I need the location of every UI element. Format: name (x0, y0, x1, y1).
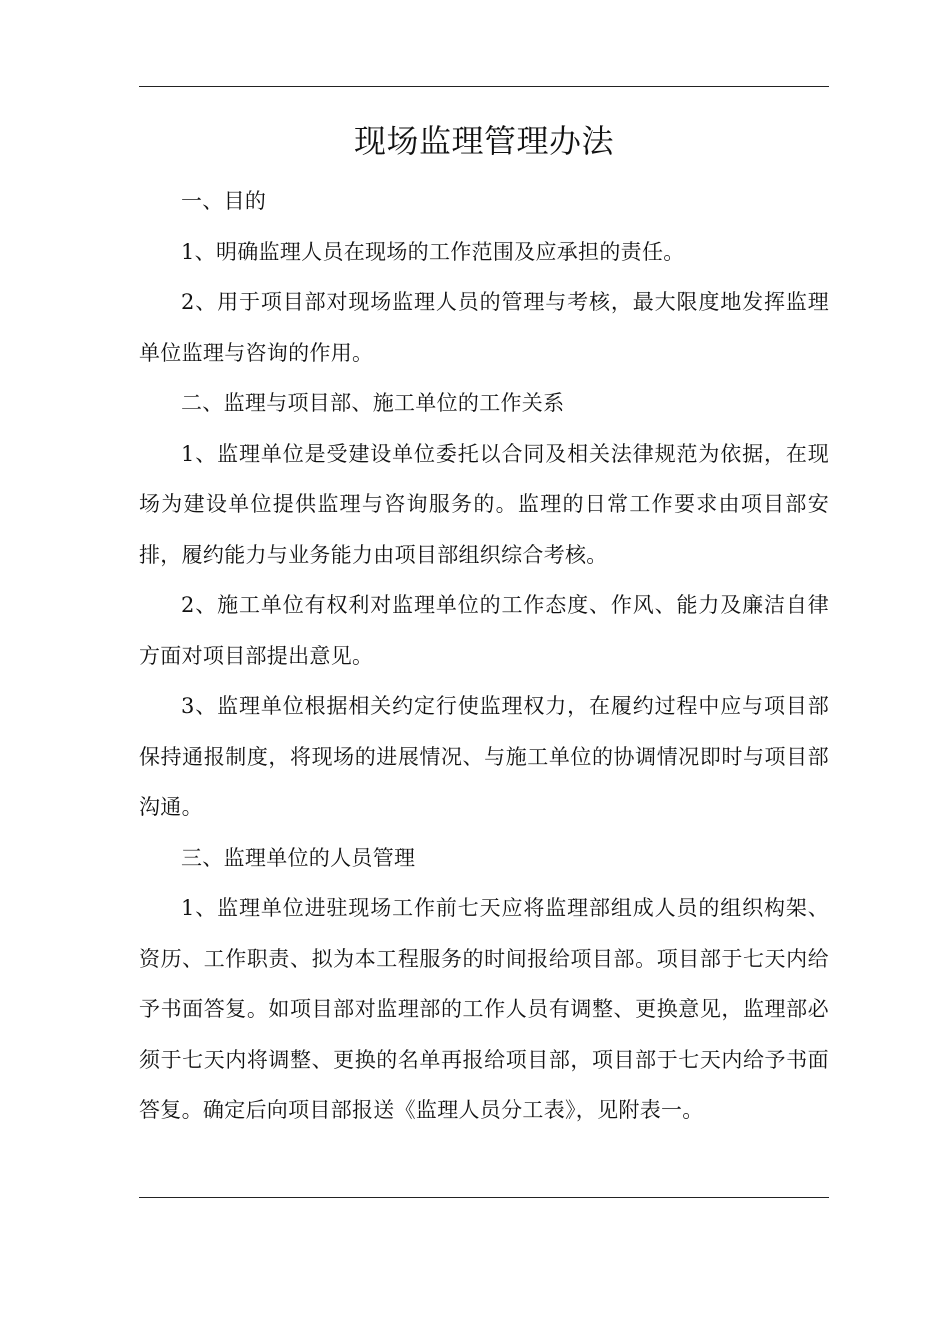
paragraph: 3、监理单位根据相关约定行使监理权力，在履约过程中应与项目部保持通报制度，将现场的进展情况、与施工单位的协调情况即时与项目部沟通。 (139, 694, 829, 819)
document-title: 现场监理管理办法 (353, 122, 614, 160)
paragraph: 1、监理单位进驻现场工作前七天应将监理部组成人员的组织构架、资历、工作职责、拟为本工程服务的时间报给项目部。项目部于七天内给予书面答复。如项目部对监理部的工作人员有调整、更换意见，监理部必须于七天内将调整、更换的名单再报给项目部，项目部于七天内给予书面答复。确定后向项目部报送《监理人员分工表》，见附表一。 (139, 896, 829, 1122)
section-heading-purpose: 一、目的 (181, 189, 267, 213)
paragraph: 1、明确监理人员在现场的工作范围及应承担的责任。 (181, 239, 685, 264)
paragraph: 1、监理单位是受建设单位委托以合同及相关法律规范为依据，在现场为建设单位提供监理与咨询服务的。监理的日常工作要求由项目部安排，履约能力与业务能力由项目部组织综合考核。 (139, 441, 829, 567)
paragraph: 2、用于项目部对现场监理人员的管理与考核，最大限度地发挥监理单位监理与咨询的作用。 (139, 290, 829, 365)
footer-rule (139, 1197, 829, 1198)
section-heading-personnel: 三、监理单位的人员管理 (181, 845, 416, 870)
header-rule (139, 86, 829, 87)
section-heading-relations: 二、监理与项目部、施工单位的工作关系 (181, 391, 565, 415)
document-body (139, 112, 829, 1136)
paragraph: 2、施工单位有权利对监理单位的工作态度、作风、能力及廉洁自律方面对项目部提出意见。 (139, 593, 829, 668)
